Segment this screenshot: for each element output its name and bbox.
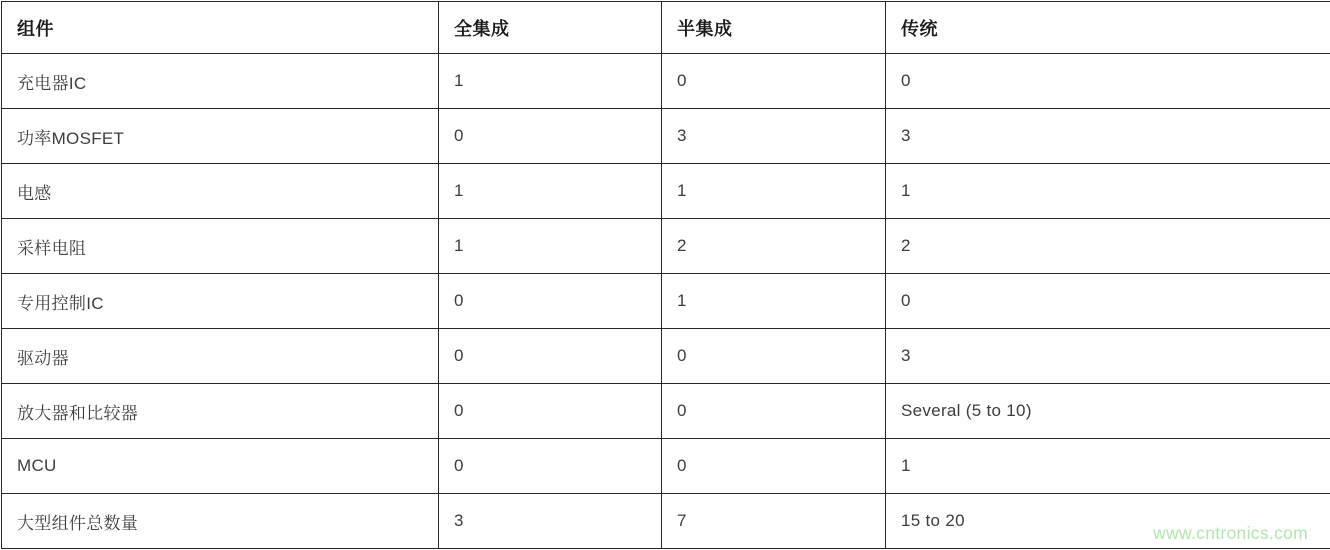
component-name-cell: MCU [2,439,439,494]
count-value-cell: 3 [662,109,886,164]
count-value-cell: 0 [662,329,886,384]
count-value-cell: 1 [662,274,886,329]
count-value-cell: 1 [662,164,886,219]
count-value-cell: 1 [886,164,1330,219]
count-value-cell: 0 [886,54,1330,109]
count-value-cell: 3 [886,109,1330,164]
table-row [2,54,1330,109]
table-header [2,2,1330,54]
table-row [2,494,1330,549]
count-value-cell: 0 [662,384,886,439]
column-header-component: 组件 [2,2,439,54]
count-value-cell: 15 to 20 [886,494,1330,549]
count-value-cell: 0 [439,274,662,329]
count-value-cell: 1 [439,54,662,109]
count-value-cell: 3 [886,329,1330,384]
count-value-cell: 0 [439,384,662,439]
table-row [2,384,1330,439]
count-value-cell: 7 [662,494,886,549]
component-name-cell: 功率MOSFET [2,109,439,164]
component-name-cell: 大型组件总数量 [2,494,439,549]
count-value-cell: 1 [439,164,662,219]
table-row [2,109,1330,164]
component-name-cell: 充电器IC [2,54,439,109]
column-header-semi-integrated: 半集成 [662,2,886,54]
count-value-cell: 2 [662,219,886,274]
count-value-cell: Several (5 to 10) [886,384,1330,439]
component-name-cell: 放大器和比较器 [2,384,439,439]
column-header-fully-integrated: 全集成 [439,2,662,54]
count-value-cell: 1 [439,219,662,274]
table-row [2,164,1330,219]
count-value-cell: 0 [439,439,662,494]
count-value-cell: 2 [886,219,1330,274]
header-row [2,2,1330,54]
component-name-cell: 采样电阻 [2,219,439,274]
count-value-cell: 3 [439,494,662,549]
column-header-traditional: 传统 [886,2,1330,54]
count-value-cell: 0 [439,109,662,164]
table-row [2,329,1330,384]
count-value-cell: 0 [886,274,1330,329]
watermark-text: www.cntronics.com [1153,523,1308,543]
count-value-cell: 1 [886,439,1330,494]
component-name-cell: 驱动器 [2,329,439,384]
table-row [2,439,1330,494]
component-name-cell: 电感 [2,164,439,219]
component-comparison-table [1,1,1330,549]
table-row [2,274,1330,329]
table-body [2,54,1330,549]
count-value-cell: 0 [662,439,886,494]
component-name-cell: 专用控制IC [2,274,439,329]
count-value-cell: 0 [662,54,886,109]
table-row [2,219,1330,274]
count-value-cell: 0 [439,329,662,384]
